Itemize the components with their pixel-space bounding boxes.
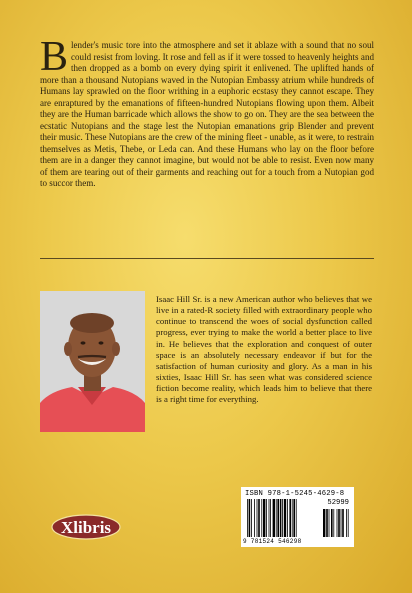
- isbn-number: ISBN 978-1-5245-4629-8: [245, 490, 345, 498]
- section-divider: [40, 258, 374, 259]
- author-photo: [40, 291, 145, 432]
- blurb-text: lender's music tore into the atmosphere and set it ablaze with a sound that no soul could resist from loving. It rose and fell as if it were tossed to heavenly heights and then dropped as a bomb on every dying spirit it enlivened. The uplifted hands of more than a thousand Nutopians waved in the Nutopian Embassy atrium while hundreds of Humans lay sprawled on the floor writhing in a euphoric ecstasy they cannot escape. They are enraptured by the emanations of fifteen-hundred Nutopians flowing upon them. Albeit they are the Human barricade which allows the show to go on. They are the sea between the ecstatic Nutopians and the stage lest the Nutopian emanations grip Blender and prevent their music. These Nutopians are the crew of the mining fleet - unable, as it were, to restrain themselves as Metis, Thebe, or Leda can. And these Humans who lay on the floor before them are in a danger they cannot imagine, but would not be able to resist. Even now many of them are tearing out of their garments and reaching out for a touch from a Nutopian god to succor them.: [40, 40, 374, 188]
- author-portrait-icon: [40, 291, 145, 432]
- author-bio: Isaac Hill Sr. is a new American author who believes that we live in a rated-R society filled with extraordinary people who continue to transcend the woes of social dysfunction called progress, ever trying to make the world a better place to live in. He believes that the exploration and conquest of outer space is an absolutely necessary endeavor if but for the satisfaction of human curiosity and glory. As a man in his sixties, Isaac Hill Sr. has seen what was considered science fiction become reality, which leads him to believe that there is a right time for everything.: [156, 294, 372, 405]
- back-cover-blurb: [40, 34, 374, 190]
- xlibris-logo: [51, 514, 121, 540]
- publisher-name: Xlibris: [60, 518, 112, 537]
- drop-cap: B: [40, 34, 69, 80]
- price-code: 52999: [327, 499, 349, 507]
- ean-digits: 9 781524 546298: [243, 538, 302, 545]
- barcode-panel: [241, 487, 354, 547]
